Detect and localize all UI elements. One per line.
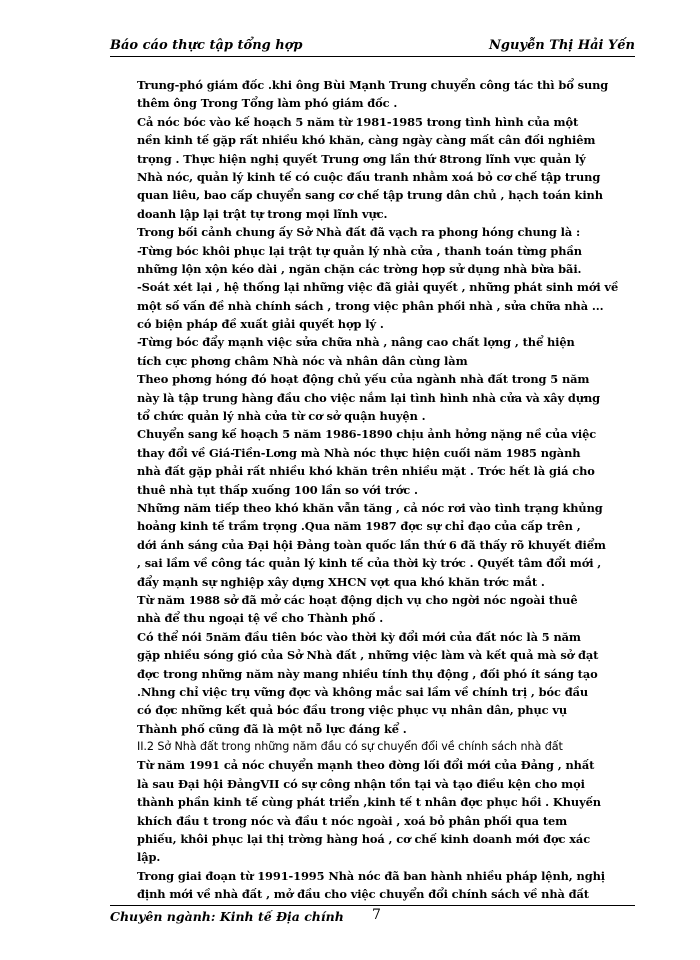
- report-title: Báo cáo thực tập tổng hợp: [110, 38, 303, 53]
- text-line: khích đầu t trong nóc và đầu t nóc ngoài , xoá bỏ phân phối qua tem: [137, 813, 568, 828]
- text-line: dới ánh sáng của Đại hội Đảng toàn quốc lần thứ 6 đã thấy rõ khuyết điểm: [137, 537, 606, 552]
- text-line: Thành phố cũng đã là một nỗ lực đáng kể .: [137, 721, 407, 736]
- text-line: định mới về nhà đất , mở đầu cho việc chuyển đổi chính sách về nhà đất: [137, 887, 589, 902]
- text-line: thuê nhà tụt thấp xuống 100 lần so với trớc .: [137, 482, 418, 497]
- text-line: nhà để thu ngoại tệ về cho Thành phố .: [137, 611, 384, 626]
- text-line: nhà đất gặp phải rất nhiều khó khăn trên nhiều mặt . Trớc hết là giá cho: [137, 464, 595, 479]
- page-header: [110, 38, 635, 57]
- text-line: -Từng bóc khôi phục lại trật tự quản lý nhà cửa , thanh toán từng phần: [137, 243, 582, 258]
- text-line: đợc trong những năm này mang nhiều tính thụ động , đối phó ít sáng tạo: [137, 666, 598, 681]
- document-body: [137, 76, 637, 904]
- text-line: quan liêu, bao cấp chuyển sang cơ chế tập trung dân chủ , hạch toán kinh: [137, 188, 603, 203]
- page-footer: [110, 905, 635, 924]
- text-line: Trung-phó giám đốc .khi ông Bùi Mạnh Trung chuyển công tác thì bổ sung: [137, 78, 609, 92]
- text-line: nền kinh tế gặp rất nhiều khó khăn, càng ngày càng mất cân đối nghiêm: [137, 133, 596, 148]
- text-line: Theo phơng hóng đó hoạt động chủ yếu của ngành nhà đất trong 5 năm: [137, 372, 590, 387]
- text-line: thành phần kinh tế cùng phát triển ,kinh tế t nhân đợc phục hồi . Khuyến: [137, 795, 601, 810]
- text-line: tổ chức quản lý nhà cửa từ cơ sở quận huyện .: [137, 409, 426, 424]
- text-line: này là tập trung hàng đầu cho việc nắm lại tình hình nhà cửa và xây dựng: [137, 390, 601, 405]
- text-line: có biện pháp đề xuất giải quyết hợp lý .: [137, 317, 384, 332]
- text-line: Cả nóc bóc vào kế hoạch 5 năm từ 1981-1985 trong tình hình của một: [137, 114, 579, 129]
- text-line: lập.: [137, 850, 161, 865]
- text-line: trọng . Thực hiện nghị quyết Trung ơng lần thứ 8trong lĩnh vực quản lý: [137, 151, 586, 166]
- text-line: thêm ông Trong Tổng làm phó giám đốc .: [137, 96, 398, 111]
- text-line: tích cực phơng châm Nhà nóc và nhân dân cùng làm: [137, 353, 468, 368]
- text-line: Trong bối cảnh chung ấy Sở Nhà đất đã vạch ra phong hóng chung là :: [137, 225, 581, 240]
- text-line: phiếu, khôi phục lại thị trờng hàng hoá , cơ chế kinh doanh mới đợc xác: [137, 832, 591, 847]
- text-line: Trong giai đoạn từ 1991-1995 Nhà nóc đã ban hành nhiều pháp lệnh, nghị: [137, 868, 605, 883]
- text-line: .Nhng chỉ việc trụ vững đợc và không mắc sai lầm về chính trị , bóc đầu: [137, 684, 589, 699]
- text-line: -Từng bóc đẩy mạnh việc sửa chữa nhà , nâng cao chất lợng , thể hiện: [137, 335, 575, 350]
- text-line: thay đổi về Giá-Tiền-Lơng mà Nhà nóc thực hiện cuối năm 1985 ngành: [137, 445, 581, 460]
- text-line: Từ năm 1991 cả nóc chuyển mạnh theo đờng lối đổi mới của Đảng , nhất: [137, 758, 595, 773]
- text-line: có đợc những kết quả bóc đầu trong việc phục vụ nhân dân, phục vụ: [137, 703, 568, 718]
- text-line: doanh lập lại trật tự trong mọi lĩnh vực.: [137, 206, 388, 221]
- text-line: , sai lầm về công tác quản lý kinh tế của thời kỳ trớc . Quyết tâm đổi mới ,: [137, 556, 602, 571]
- text-line: Có thể nói 5năm đầu tiên bóc vào thời kỳ đổi mới của đất nóc là 5 năm: [137, 629, 581, 644]
- text-line: -Soát xét lại , hệ thống lại những việc đã giải quyết , những phát sinh mới về: [137, 280, 619, 295]
- text-line: đẩy mạnh sự nghiệp xây dựng XHCN vợt qua khó khăn trớc mắt .: [137, 574, 545, 589]
- author-name: Nguyễn Thị Hải Yến: [489, 38, 635, 53]
- text-line: Những năm tiếp theo khó khăn vẫn tăng , cả nóc rơi vào tình trạng khủng: [137, 500, 603, 515]
- text-line: một số vấn đề nhà chính sách , trong việc phân phối nhà , sửa chữa nhà ...: [137, 298, 604, 313]
- text-line: những lộn xộn kéo dài , ngăn chặn các trờng hợp sử dụng nhà bừa bãi.: [137, 261, 582, 276]
- text-line: gặp nhiều sóng gió của Sở Nhà đất , những việc làm và kết quả mà sở đạt: [137, 648, 599, 663]
- page-number: 7: [372, 907, 381, 923]
- text-line: Nhà nóc, quản lý kinh tế có cuộc đấu tranh nhằm xoá bỏ cơ chế tập trung: [137, 169, 601, 184]
- text-line: Từ năm 1988 sở đã mở các hoạt động dịch vụ cho ngời nóc ngoài thuê: [137, 592, 578, 607]
- department-label: Chuyên ngành: Kinh tế Địa chính: [110, 909, 344, 924]
- text-line: hoảng kinh tế trầm trọng .Qua năm 1987 đợc sự chỉ đạo của cấp trên ,: [137, 519, 581, 534]
- section-heading: II.2 Sở Nhà đất trong những năm đầu có sự chuyển đổi về chính sách nhà đất: [137, 740, 563, 754]
- text-line: Chuyển sang kế hoạch 5 năm 1986-1890 chịu ảnh hởng nặng nề của việc: [137, 427, 597, 442]
- text-line: là sau Đại hội ĐảngVII có sự công nhận tồn tại và tạo điều kện cho mọi: [137, 776, 585, 791]
